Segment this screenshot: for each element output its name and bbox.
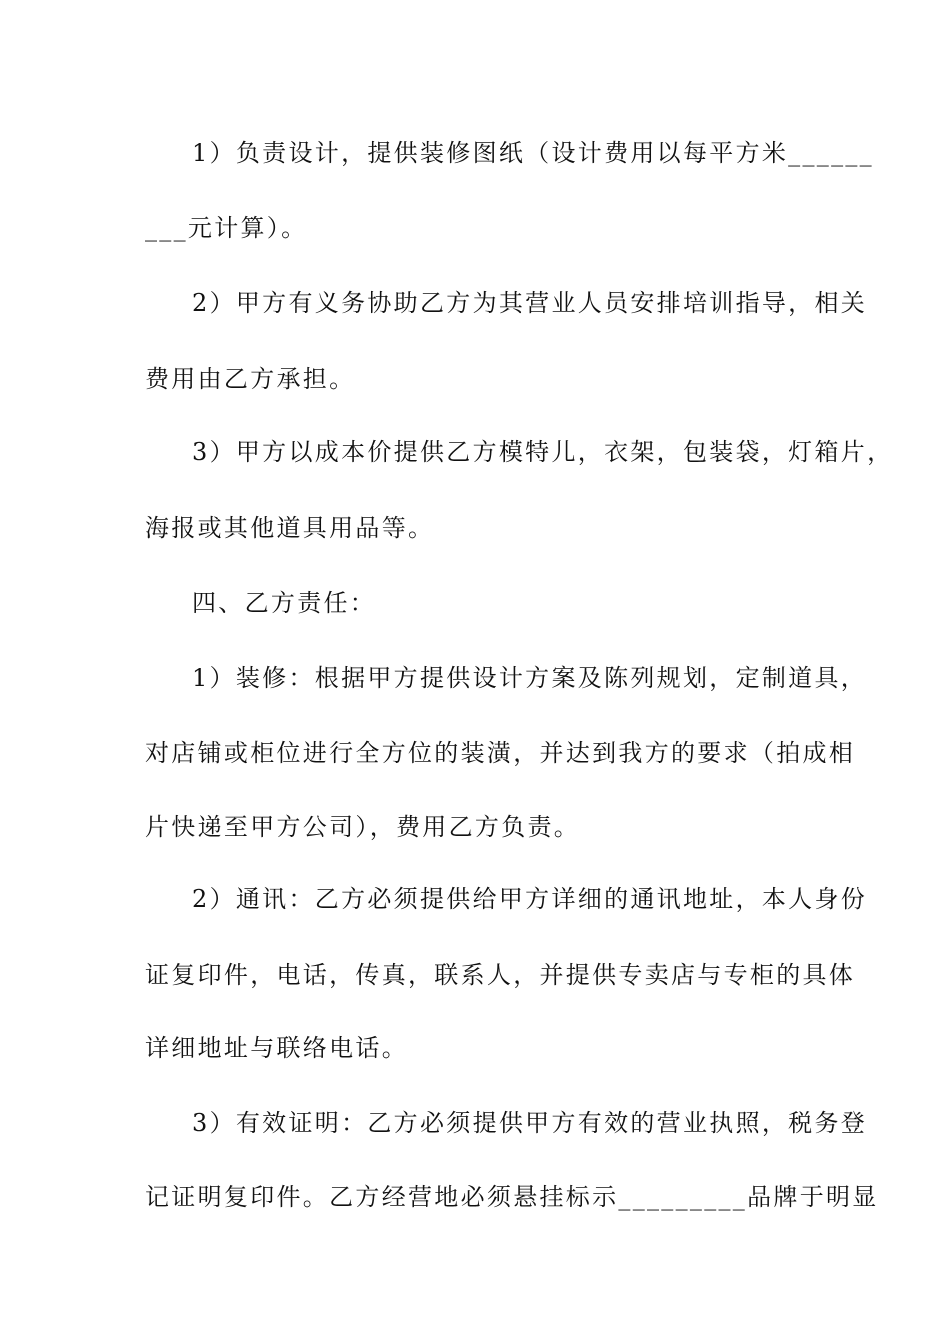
paragraph-2-line-1: 2）甲方有义务协助乙方为其营业人员安排培训指导，相关 xyxy=(192,289,868,317)
paragraph-1-line-2: ___元计算）。 xyxy=(145,214,308,242)
section-heading: 四、乙方责任： xyxy=(192,589,377,617)
paragraph-4-line-3: 片快递至甲方公司），费用乙方负责。 xyxy=(145,813,581,841)
paragraph-6-line-1: 3）有效证明：乙方必须提供甲方有效的营业执照，税务登 xyxy=(192,1109,868,1137)
paragraph-3-line-2: 海报或其他道具用品等。 xyxy=(145,514,435,542)
paragraph-1-line-1: 1）负责设计，提供装修图纸（设计费用以每平方米______ xyxy=(192,139,874,167)
paragraph-4-line-1: 1）装修：根据甲方提供设计方案及陈列规划，定制道具， xyxy=(192,664,868,692)
paragraph-3-line-1: 3）甲方以成本价提供乙方模特儿，衣架，包装袋，灯箱片， xyxy=(192,438,894,466)
paragraph-5-line-1: 2）通讯：乙方必须提供给甲方详细的通讯地址，本人身份 xyxy=(192,885,868,913)
paragraph-2-line-2: 费用由乙方承担。 xyxy=(145,365,356,393)
paragraph-4-line-2: 对店铺或柜位进行全方位的装潢，并达到我方的要求（拍成相 xyxy=(145,739,856,767)
paragraph-6-line-2: 记证明复印件。乙方经营地必须悬挂标示_________品牌于明显 xyxy=(145,1183,879,1211)
paragraph-5-line-2: 证复印件，电话，传真，联系人，并提供专卖店与专柜的具体 xyxy=(145,961,856,989)
paragraph-5-line-3: 详细地址与联络电话。 xyxy=(145,1034,408,1062)
